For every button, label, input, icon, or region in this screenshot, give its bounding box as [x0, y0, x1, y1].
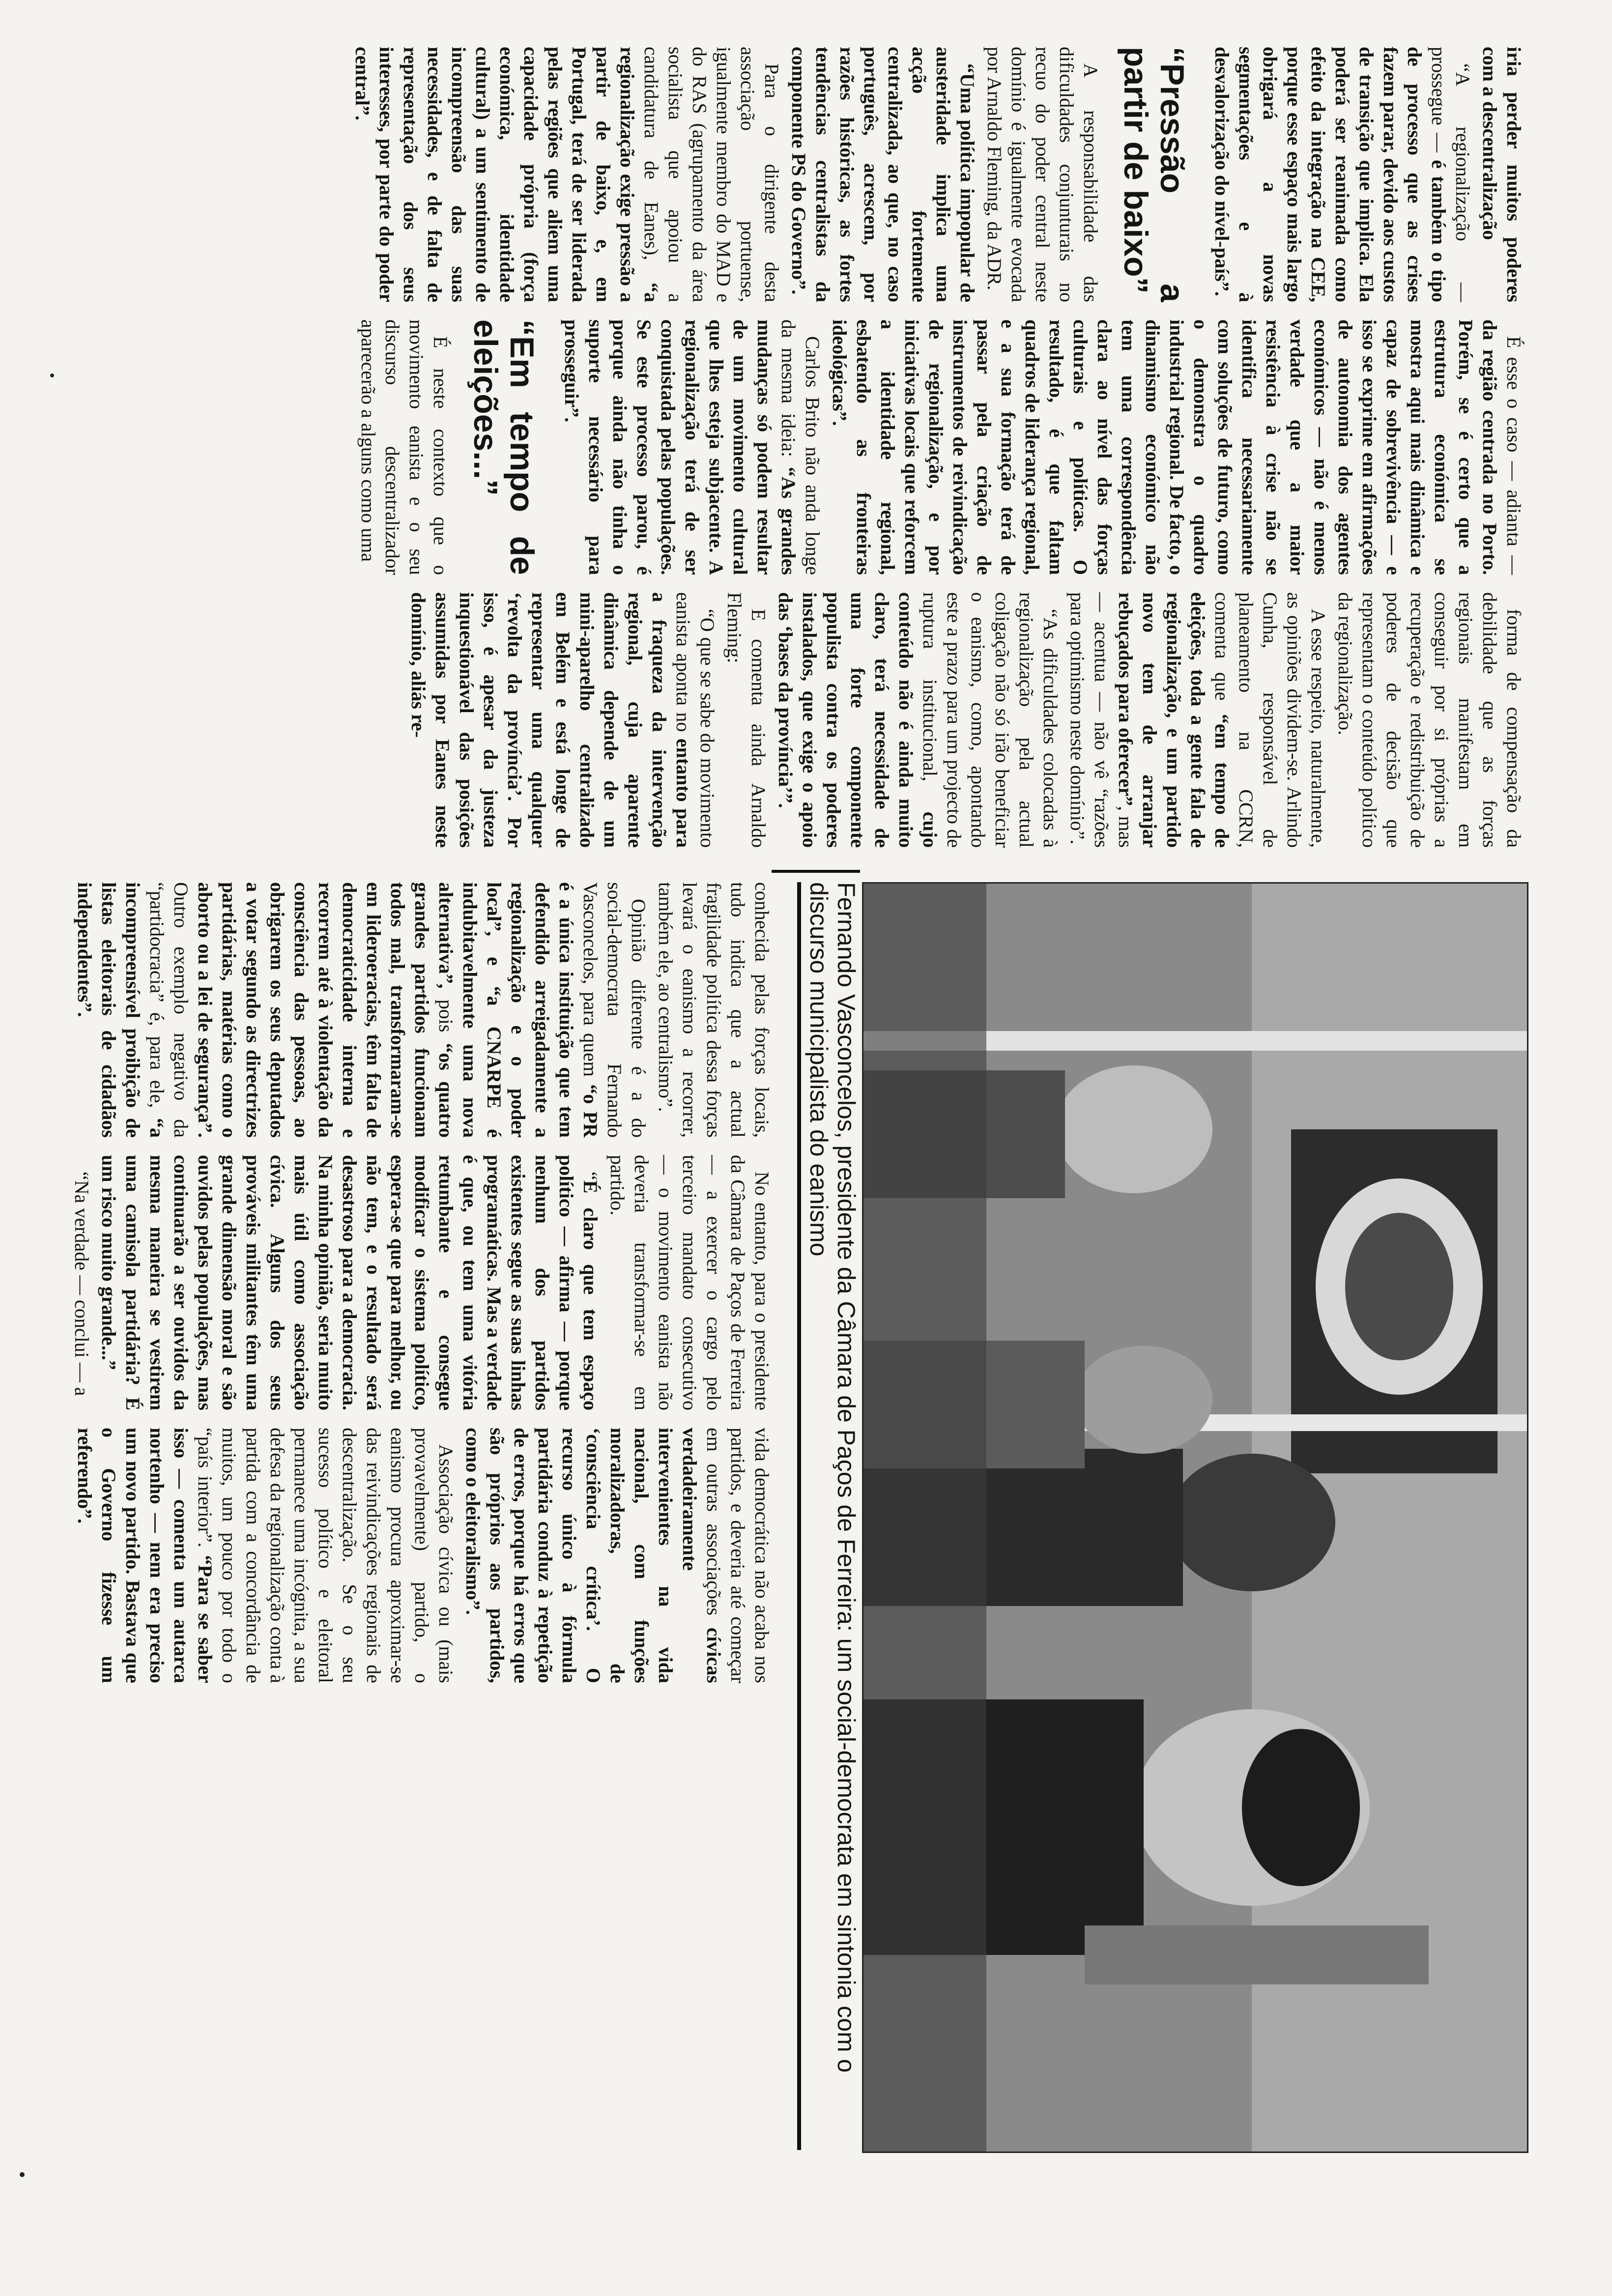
paragraph-text: A esse respeito, naturalmente, as opiniões dividem-se. Arlindo Cunha, responsável de planeamento na CCRN, comenta que	[1211, 592, 1329, 848]
paragraph	[73, 882, 651, 1138]
paragraph-bold-text: “em tempo de eleições, toda a gente fala de regionalização, e um partido novo tem de arranjar rebuçados para oferecer”	[1115, 592, 1233, 848]
paragraph-bold-text: “As grandes mudanças só podem resultar de um movimento cultural que lhes esteja subjacente. A regionalização terá de ser conquistada pelas populações. Se este processo parou, é porque ainda não tinha o suporte necessário para prosseguir”.	[561, 319, 800, 575]
scan-speck	[50, 373, 54, 377]
paragraph-bold-text: “os quatro grandes partidos funcionam todos mal, transformaram-se em lideroeracias, têm falta de democraticidade interna e recorrem até à violentação da consciência das pessoas, ao obrigarem os seus deputados a votar segundo as directrizes partidárias, matérias como o aborto ou a lei de segurança”.	[194, 882, 457, 1138]
paragraph-text: vida democrática não acaba nos partidos, e deveria até começar em outras associações	[703, 1428, 773, 1683]
paragraph-text: É esse o caso — adianta —	[1503, 336, 1525, 575]
paragraph	[828, 319, 1526, 575]
paragraph: E comenta ainda Arnaldo Fleming:	[723, 592, 770, 848]
paragraph	[73, 1428, 458, 1683]
news-photo	[862, 882, 1528, 2153]
paragraph-bold-text: “Uma política impopular de austeridade implica uma acção fortemente centralizada, ao que, no caso português, acrescem, por razões históricas, as fortes tendências centralistas da componente PS do Governo”.	[788, 47, 979, 302]
article-column-1	[61, 47, 1526, 302]
paragraph-text: , mas — acentua — não vê “razões para optimismo neste domínio”.	[1066, 592, 1137, 848]
article-column-2	[61, 319, 1526, 575]
paragraph	[1065, 592, 1330, 848]
paragraph: É neste contexto que o movimento eanista e o seu discurso descentralizador aparecerão a alguns como uma	[357, 319, 452, 575]
section-subheading: “Em tempo de eleições...”	[467, 319, 541, 575]
paragraph-text: pois	[435, 988, 457, 1043]
article-column-3	[61, 592, 1526, 848]
scan-speck	[20, 2172, 25, 2177]
print-edge-mark	[772, 870, 860, 873]
paragraph-text: Carlos Brito não anda longe da mesma ideia:	[777, 319, 824, 575]
article-column-4	[47, 882, 774, 1138]
paragraph-bold-text: “a regionalização exige pressão a partir de baixo, e, em Portugal, terá de ser liderada pelas regiões que aliem uma capacidade própria (força económica, identidade cultural) a um sentimento de incompreensão das suas necessidades, e de falta de representação dos seus interesses, por parte do poder central”.	[351, 47, 662, 302]
paragraph-bold-text: é também o tipo de processo que as crises fazem parar, devido aos custos de transição que implica. Ela poderá ser reanimada como efeito da integração na CEE, porque esse espaço mais largo obrigará a novas segmentações e à desvalorização do nível-país”.	[1211, 47, 1450, 302]
paragraph: A responsabilidade das dificuldades conjunturais no recuo do poder central neste domínio é igualmente evocada por Arnaldo Fleming, da ADR.	[983, 47, 1102, 302]
paragraph	[1210, 47, 1475, 302]
paragraph-bold-text: “o PR é a única instituição que tem defendido arreigadamente a regionalização e o poder local”, e “a CNARPE é indubitavelmente uma nova alternativa”,	[435, 882, 602, 1138]
paragraph-bold-text: cujo conteúdo não é ainda muito claro, terá necessidade de uma forte componente populista contra os poderes instalados, que exige o apoio das ‘bases da província’”.	[775, 592, 941, 848]
article-column-6	[47, 1428, 774, 1683]
paragraph-bold-text: entanto para a fraqueza da intervenção regional, cuja aparente dinâmica depende de um mini-aparelho centralizado em Belém e está longe de representar uma qualquer ‘revolta da província’. Por isso, é apesar da justeza inquestionável das posições assumidas por Eanes neste domínio, aliás re-	[407, 592, 694, 848]
paragraph-text: Associação cívica ou (mais provavelmente) partido, o eanismo procura aproximar-se das reivindicações regionais de descentralização. Se o seu sucesso político e eleitoral permanece uma incógnita, a sua defesa da regionalização conta à partida com a concordância de muitos, um pouco por todo o “país interior”.	[194, 1428, 457, 1683]
paragraph: “Na verdade — conclui — a	[71, 1172, 93, 1396]
paragraph	[461, 1428, 774, 1683]
paragraph: No entanto, para o presidente da Câmara de Paços de Ferreira — a exercer o cargo pelo terceiro mandato consecutivo — o movimento eanista não deveria transformar-se em partido.	[606, 1155, 773, 1410]
paragraph-text: Opinião diferente é a do social-democrata Fernando Vasconcelos, para quem	[579, 882, 650, 1138]
article-column-5	[47, 1155, 774, 1410]
photo-caption: Fernando Vasconcelos, presidente da Câmara de Paços de Ferreira: um social-democrata em sintonia com o discurso municipalista do eanismo	[797, 882, 860, 2150]
paragraph-text: “As dificuldades colocadas à regionalização pela actual coligação não só irão beneficiar o eanismo, como, apontando este a prazo para um projecto de ruptura institucional,	[919, 592, 1062, 848]
paragraph-text: iria perder muitos poderes com a descentralização	[1479, 47, 1525, 302]
paragraph: conhecida pelas forças locais, tudo indica que a actual fragilidade política dessa forças levará o eanismo a recorrer, também ele, ao centralismo”.	[655, 882, 773, 1138]
paragraph-bold-text: “a incompreensível proibição de listas eleitorais de cidadãos independentes”.	[74, 882, 168, 1138]
paragraph	[774, 592, 1063, 848]
paragraph-bold-text: “Para se saber isso — comenta um autarca nortenho — nem era preciso um novo partido. Bastava que o Governo fizesse um referendo”.	[74, 1428, 216, 1683]
press-photo-people-icon	[864, 884, 1527, 2152]
paragraph-text: “	[579, 1172, 602, 1180]
paragraph	[350, 47, 784, 302]
paragraph-text: Para o dirigente desta associação portuense, igualmente membro do MAD e do RAS (agrupamento da área socialista que apoiou a candidatura de Eanes),	[640, 47, 783, 302]
paragraph	[1478, 47, 1526, 302]
paragraph-text: “A regionalização — prossegue —	[1428, 47, 1474, 302]
paragraph-text: Outro exemplo negativo da “partidocracia” é, para ele,	[146, 882, 192, 1138]
paragraph-bold-text: cívicas verdadeiramente intervenientes na vida nacional, com funções moralizadoras, de ‘consciência crítica’. O recurso único à fórmula partidária conduz à repetição de erros, porque há erros que são próprios aos partidos, como o eleitoralismo”.	[462, 1428, 725, 1683]
paragraph-text: “O que se sabe do movimento eanista aponta no	[672, 592, 719, 848]
paragraph-bold-text: da região centrada no Porto. Porém, se é certo que a estrutura económica se mostra aqui mais dinâmica e capaz de sobrevivência — e isso se exprime em afirmações de autonomia dos agentes económicos — não é menos verdade que a maior resistência à crise não se identifica necessariamente com soluções de futuro, como o demonstra o quadro industrial regional. De facto, o dinamismo económico não tem uma correspondência clara ao nível das forças culturais e políticas. O resultado, é que faltam quadros de liderança regional, e a sua formação terá de passar pela criação de instrumentos de reivindicação de regionalização, e por iniciativas locais que reforcem a identidade regional, esbatendo as fronteiras ideológicas”.	[829, 319, 1501, 575]
paragraph	[97, 1155, 603, 1410]
paragraph: forma de compensação da debilidade que as forças regionais manifestam em conseguir por si próprias a recuperação e redistribuição de poderes de decisão que representam o conteúdo político da regionalização.	[1334, 592, 1525, 848]
paragraph	[787, 47, 979, 302]
paragraph-bold-text: É claro que tem espaço político — afirma — porque nenhum dos partidos existentes segue as suas linhas programáticas. Mas a verdade é que, ou tem uma vitória retumbante e consegue modificar o sistema político, espera-se que para melhor, ou não tem, e o resultado será desastroso para a democracia. Na minha opinião, seria muito mais útil como associação cívica. Alguns dos seus prováveis militantes têm uma grande dimensão moral e são ouvidos pelas populações, mas continuarão a ser ouvidos da mesma maneira se vestirem uma camisola partidária? É um risco muito grande...”	[98, 1155, 602, 1410]
section-subheading: “Pressão a partir de baixo”	[1117, 47, 1191, 302]
paragraph	[560, 319, 825, 575]
paragraph	[406, 592, 720, 848]
